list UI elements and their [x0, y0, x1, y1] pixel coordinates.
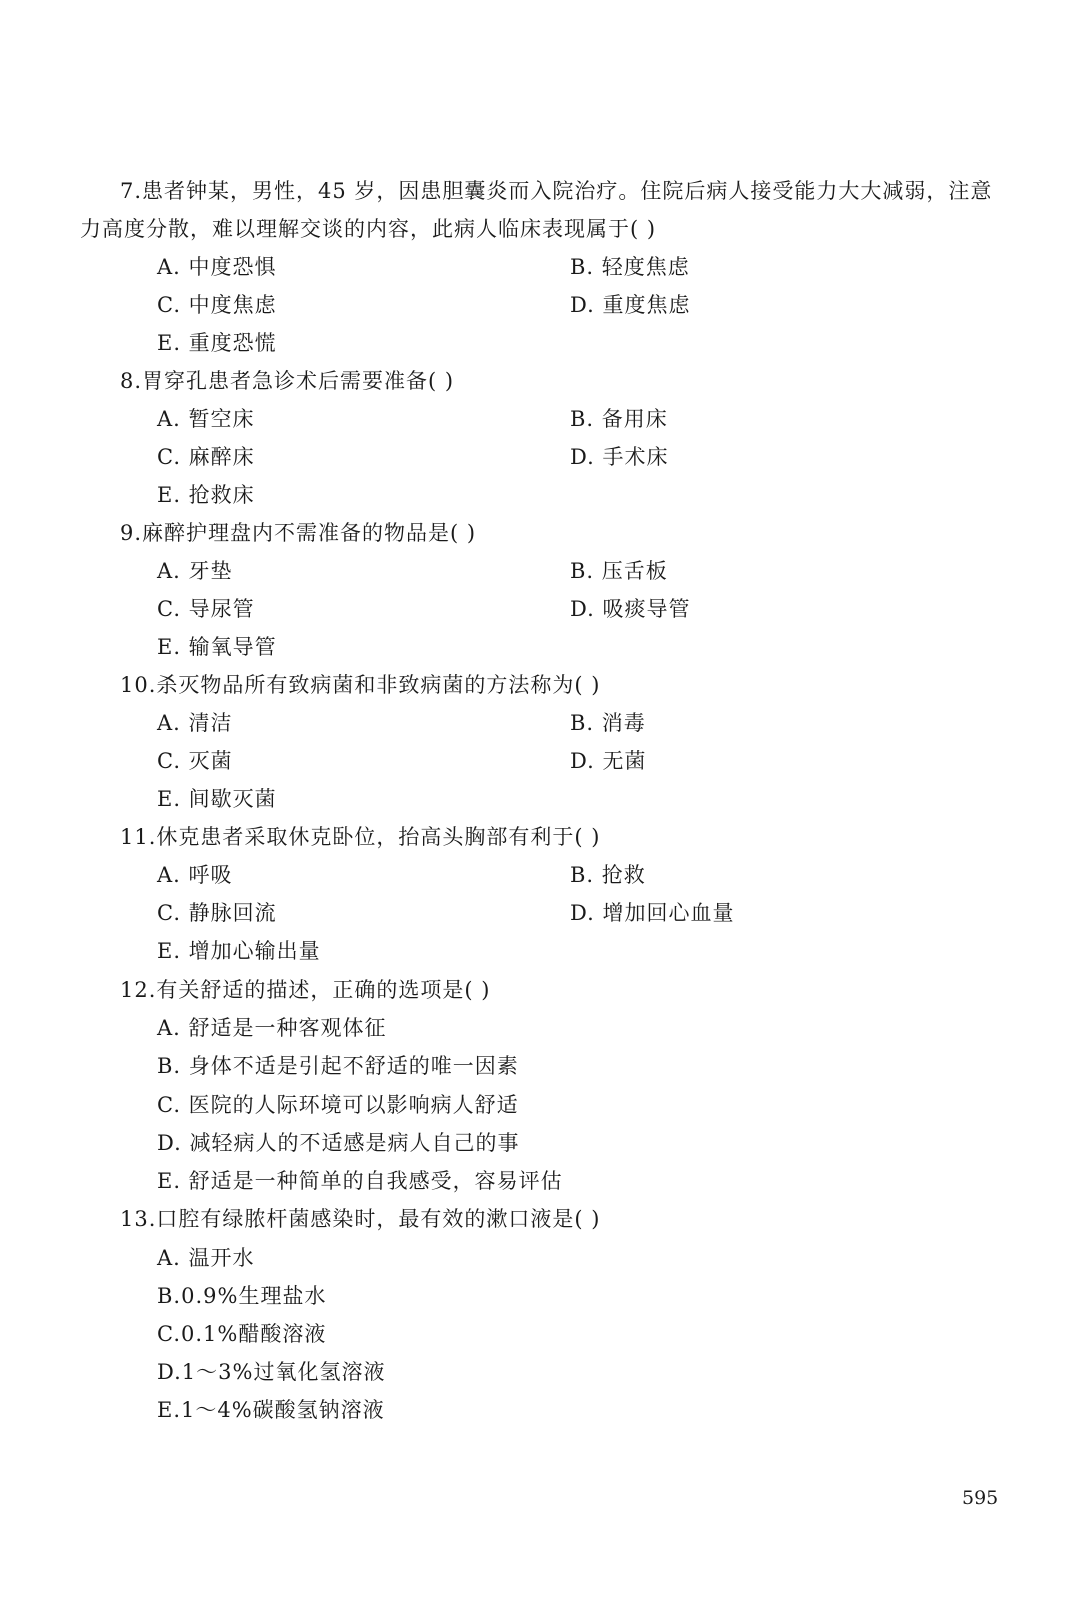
- question-7-option-b: B. 轻度焦虑: [570, 255, 690, 279]
- question-12-option-e: E. 舒适是一种简单的自我感受，容易评估: [157, 1169, 563, 1193]
- question-11-stem: 11.休克患者采取休克卧位，抬高头胸部有利于( ): [120, 825, 601, 849]
- question-13-option-c: C.0.1%醋酸溶液: [157, 1322, 327, 1346]
- question-10-option-e: E. 间歇灭菌: [157, 787, 277, 811]
- question-10-option-b: B. 消毒: [570, 711, 646, 735]
- question-10-stem: 10.杀灭物品所有致病菌和非致病菌的方法称为( ): [120, 673, 601, 697]
- question-8-option-a: A. 暂空床: [157, 407, 255, 431]
- question-9-option-e: E. 输氧导管: [157, 635, 277, 659]
- question-13-option-e: E.1～4%碳酸氢钠溶液: [157, 1398, 385, 1422]
- question-9-option-b: B. 压舌板: [570, 559, 668, 583]
- question-7-stem-line2: 力高度分散，难以理解交谈的内容，此病人临床表现属于( ): [80, 217, 657, 241]
- question-8-option-d: D. 手术床: [570, 445, 669, 469]
- question-13-option-d: D.1～3%过氧化氢溶液: [157, 1360, 386, 1384]
- question-8-stem: 8.胃穿孔患者急诊术后需要准备( ): [120, 369, 455, 393]
- question-11-option-d: D. 增加回心血量: [570, 901, 735, 925]
- page-number: 595: [962, 1487, 999, 1509]
- question-10-option-c: C. 灭菌: [157, 749, 233, 773]
- question-13-stem: 13.口腔有绿脓杆菌感染时，最有效的漱口液是( ): [120, 1207, 601, 1231]
- question-9-option-d: D. 吸痰导管: [570, 597, 691, 621]
- question-10-option-d: D. 无菌: [570, 749, 647, 773]
- question-12-option-c: C. 医院的人际环境可以影响病人舒适: [157, 1093, 519, 1117]
- question-7-option-d: D. 重度焦虑: [570, 293, 691, 317]
- question-13-option-b: B.0.9%生理盐水: [157, 1284, 327, 1308]
- question-11-option-e: E. 增加心输出量: [157, 939, 321, 963]
- question-10-option-a: A. 清洁: [157, 711, 233, 735]
- question-13-option-a: A. 温开水: [157, 1246, 255, 1270]
- question-12-option-a: A. 舒适是一种客观体征: [157, 1016, 387, 1040]
- question-8-option-b: B. 备用床: [570, 407, 668, 431]
- question-7-option-a: A. 中度恐惧: [157, 255, 277, 279]
- question-8-option-e: E. 抢救床: [157, 483, 255, 507]
- question-9-option-a: A. 牙垫: [157, 559, 233, 583]
- question-9-stem: 9.麻醉护理盘内不需准备的物品是( ): [120, 521, 477, 545]
- question-11-option-b: B. 抢救: [570, 863, 646, 887]
- question-11-option-c: C. 静脉回流: [157, 901, 277, 925]
- question-12-option-d: D. 减轻病人的不适感是病人自己的事: [157, 1131, 520, 1155]
- question-12-stem: 12.有关舒适的描述，正确的选项是( ): [120, 978, 491, 1002]
- question-9-option-c: C. 导尿管: [157, 597, 255, 621]
- question-8-option-c: C. 麻醉床: [157, 445, 255, 469]
- question-11-option-a: A. 呼吸: [157, 863, 233, 887]
- question-7-stem-line1: 7.患者钟某，男性，45 岁，因患胆囊炎而入院治疗。住院后病人接受能力大大减弱，注意: [120, 179, 993, 203]
- question-7-option-e: E. 重度恐慌: [157, 331, 277, 355]
- question-12-option-b: B. 身体不适是引起不舒适的唯一因素: [157, 1054, 519, 1078]
- question-7-option-c: C. 中度焦虑: [157, 293, 277, 317]
